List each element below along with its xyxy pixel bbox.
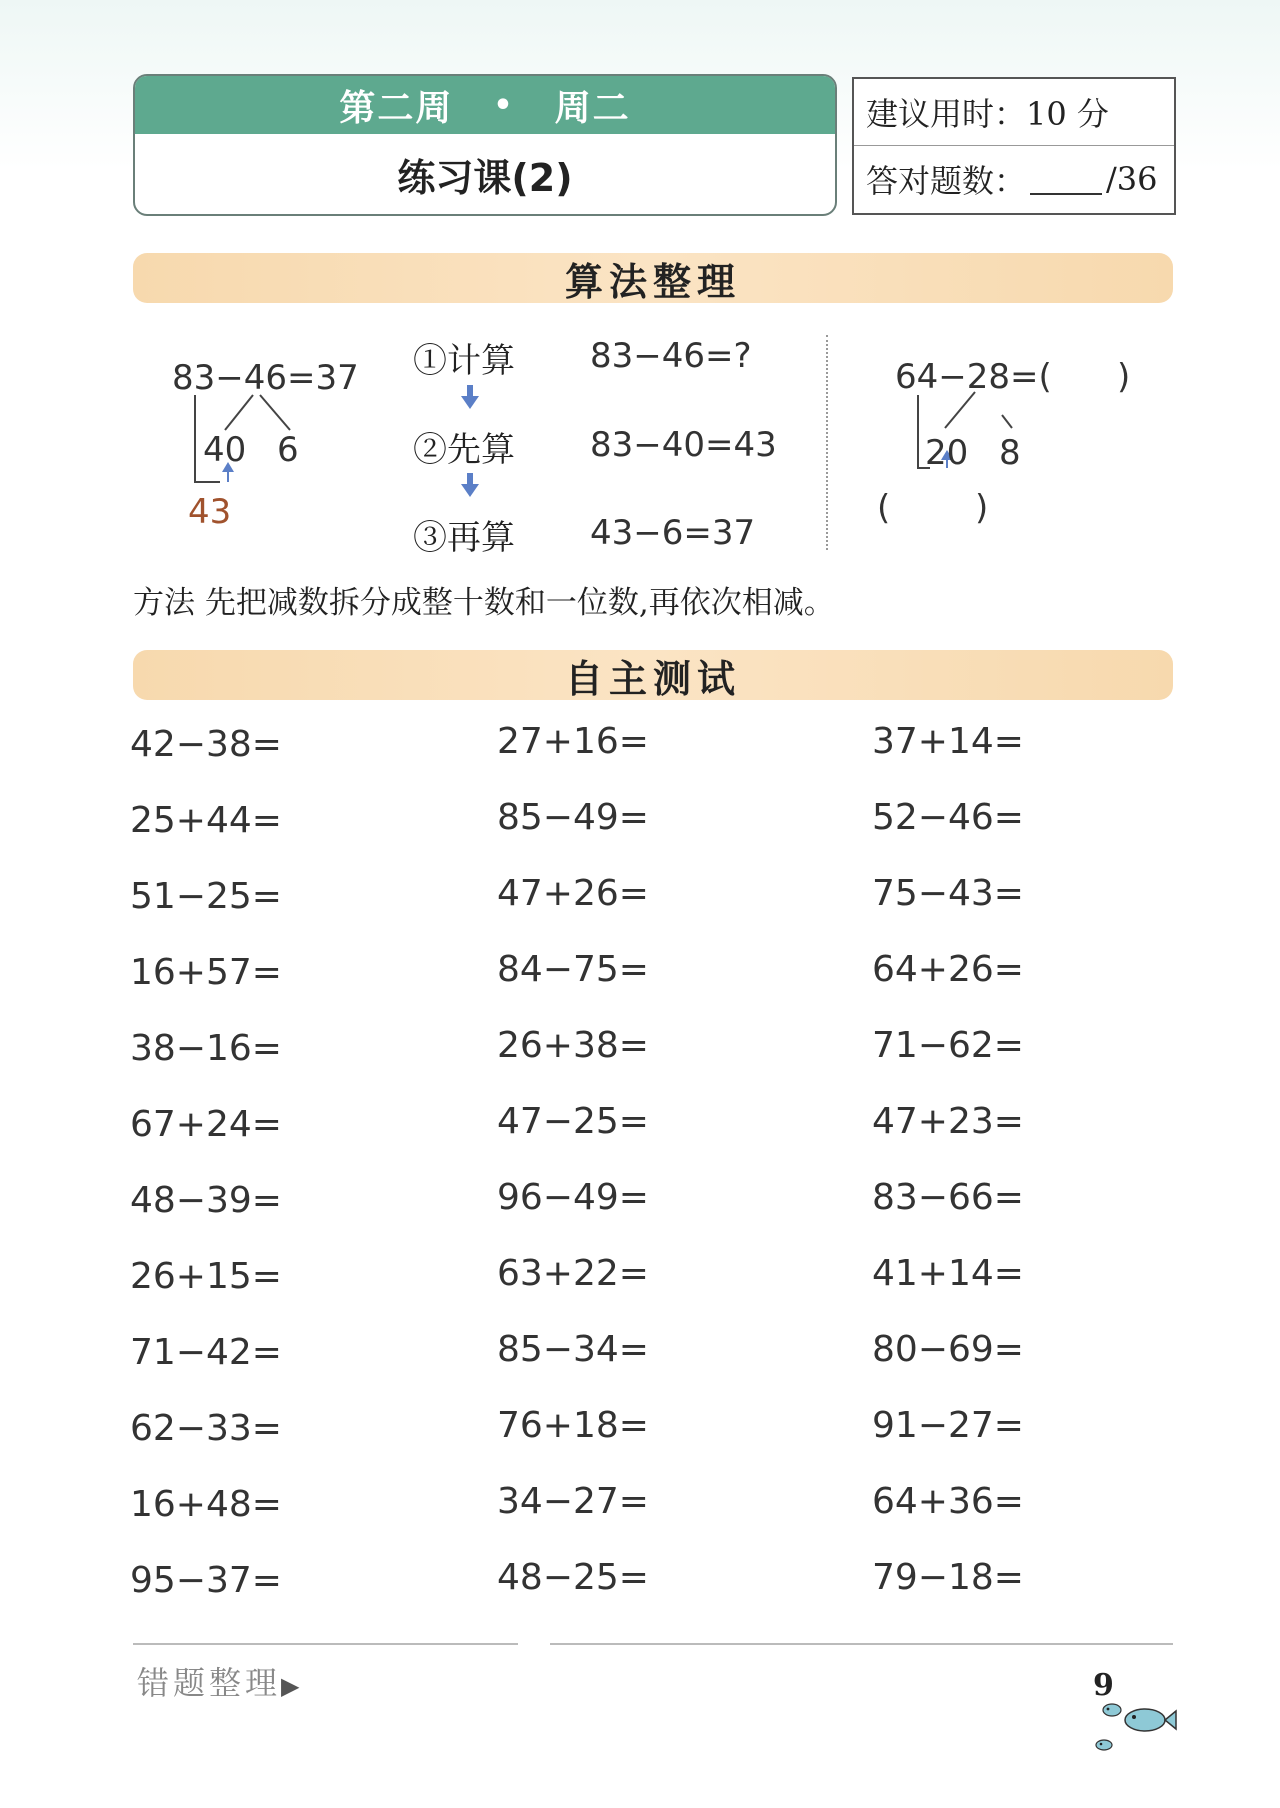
problem-item: 85−34= [497, 1329, 649, 1370]
step-3-formula: 43−6=37 [590, 513, 756, 553]
practice-equation: 64−28=( [895, 357, 1052, 397]
section-title-algorithm: 算法整理 [564, 259, 741, 304]
triangle-right-icon: ▶ [281, 1672, 300, 1700]
problem-item: 37+14= [872, 721, 1024, 762]
step-1-label: ①计算 [413, 341, 515, 381]
problem-item: 16+48= [130, 1484, 282, 1525]
correct-count-row [854, 145, 1174, 212]
section-bar-algorithm [133, 253, 1173, 303]
separator-dot: • [493, 87, 515, 123]
section-bar-self-test [133, 650, 1173, 700]
problem-item: 63+22= [497, 1253, 649, 1294]
problem-item: 47−25= [497, 1101, 649, 1142]
problem-item: 83−66= [872, 1177, 1024, 1218]
correct-count-total: /36 [1106, 160, 1158, 198]
arrow-down-icon [460, 473, 480, 499]
arrow-down-icon [460, 385, 480, 411]
footer-divider-left [133, 1643, 518, 1645]
problem-item: 71−42= [130, 1332, 282, 1373]
example-split-tens: 40 [203, 430, 247, 470]
example-equation: 83−46=37 [172, 358, 359, 398]
problem-item: 27+16= [497, 721, 649, 762]
example-split-ones: 6 [277, 430, 299, 470]
method-text: 方法 先把减数拆分成整十数和一位数,再依次相减。 [133, 585, 835, 621]
week-day-banner [135, 76, 835, 134]
problem-item: 42−38= [130, 724, 282, 765]
problem-item: 76+18= [497, 1405, 649, 1446]
info-box [852, 77, 1176, 215]
lesson-title-box [133, 74, 837, 216]
problem-item: 80−69= [872, 1329, 1024, 1370]
example-intermediate: 43 [188, 492, 232, 532]
practice-split-tens: 20 [925, 433, 969, 473]
problem-item: 41+14= [872, 1253, 1024, 1294]
problem-item: 47+23= [872, 1101, 1024, 1142]
problem-item: 48−39= [130, 1180, 282, 1221]
problem-item: 26+15= [130, 1256, 282, 1297]
correct-count-blank[interactable] [1030, 163, 1102, 195]
lesson-title: 练习课(2) [397, 155, 573, 200]
problem-item: 95−37= [130, 1560, 282, 1601]
problem-item: 85−49= [497, 797, 649, 838]
practice-blank-open[interactable]: ( [877, 488, 891, 528]
problem-item: 38−16= [130, 1028, 282, 1069]
problem-item: 62−33= [130, 1408, 282, 1449]
section-title-self-test: 自主测试 [564, 656, 741, 701]
step-2-label: ②先算 [413, 430, 515, 470]
problem-item: 52−46= [872, 797, 1024, 838]
practice-close-paren: ) [1117, 357, 1131, 397]
problem-item: 71−62= [872, 1025, 1024, 1066]
fish-icon [1090, 1700, 1180, 1760]
day-label: 周二 [554, 87, 631, 129]
step-1-formula: 83−46=? [590, 336, 752, 376]
footer-divider-right [550, 1643, 1173, 1645]
problem-item: 48−25= [497, 1557, 649, 1598]
problem-item: 75−43= [872, 873, 1024, 914]
week-label: 第二周 [339, 87, 454, 129]
problem-item: 47+26= [497, 873, 649, 914]
problem-item: 91−27= [872, 1405, 1024, 1446]
page-number: 9 [1093, 1668, 1114, 1703]
problem-item: 67+24= [130, 1104, 282, 1145]
error-review-text: 错题整理 [137, 1664, 282, 1702]
suggested-time: 建议用时：10 分 [866, 95, 1109, 133]
problem-item: 51−25= [130, 876, 282, 917]
problem-item: 64+26= [872, 949, 1024, 990]
problem-item: 26+38= [497, 1025, 649, 1066]
practice-split-ones: 8 [999, 433, 1021, 473]
practice-blank-close[interactable]: ) [975, 488, 989, 528]
problem-item: 16+57= [130, 952, 282, 993]
error-review-label [137, 1658, 299, 1704]
correct-count-label: 答对题数： [866, 162, 1027, 200]
problem-item: 64+36= [872, 1481, 1024, 1522]
problem-item: 79−18= [872, 1557, 1024, 1598]
problem-item: 25+44= [130, 800, 282, 841]
step-3-label: ③再算 [413, 518, 515, 558]
problem-item: 96−49= [497, 1177, 649, 1218]
step-2-formula: 83−40=43 [590, 425, 777, 465]
problem-item: 84−75= [497, 949, 649, 990]
section-divider [826, 335, 828, 550]
problem-item: 34−27= [497, 1481, 649, 1522]
